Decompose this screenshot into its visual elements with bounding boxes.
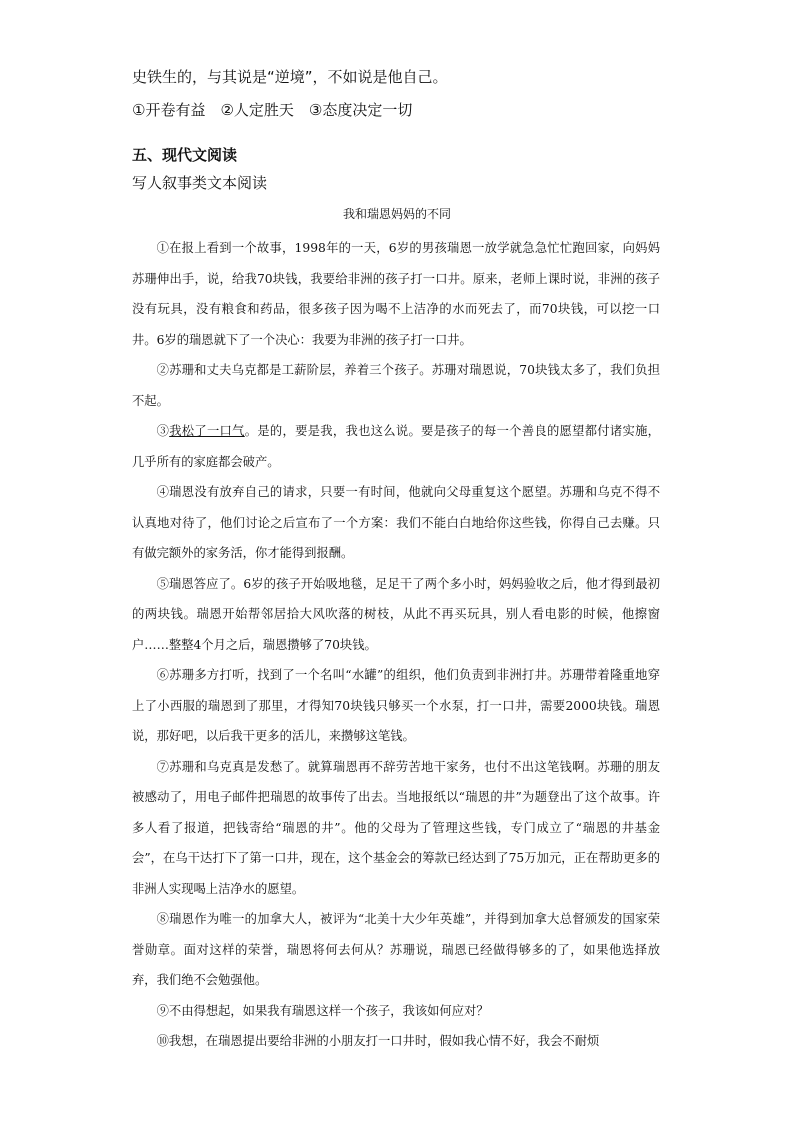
paragraph-3-marker: ③	[156, 424, 170, 438]
paragraph-3	[132, 416, 660, 477]
section-heading: 五、现代文阅读	[132, 146, 238, 164]
paragraph-8: ⑧瑞恩作为唯一的加拿大人，被评为“北美十大少年英雄”，并得到加拿大总督颁发的国家荣誉勋章。面对这样的荣誉，瑞恩将何去何从？苏珊说，瑞恩已经做得够多的了，如果他选择放弃，我们绝不会勉强他。	[132, 912, 660, 987]
paragraph-3-rest: 。是的，要是我，我也这么说。要是孩子的每一个善良的愿望都付诸实施，几乎所有的家庭都会破产。	[132, 424, 660, 469]
intro-options: ①开卷有益 ②人定胜天 ③态度决定一切	[132, 101, 413, 119]
paragraph-9: ⑨不由得想起，如果我有瑞恩这样一个孩子，我该如何应对？	[156, 1003, 489, 1018]
paragraph-5: ⑤瑞恩答应了。6岁的孩子开始吸地毯，足足干了两个多小时，妈妈验收之后，他才得到最初的两块钱。瑞恩开始帮邻居拾大风吹落的树枝，从此不再买玩具，别人看电影的时候，他擦窗户……整整4个月之后，瑞恩攒够了70块钱。	[132, 576, 660, 652]
paragraph-4: ④瑞恩没有放弃自己的请求，只要一有时间，他就向父母重复这个愿望。苏珊和乌克不得不认真地对待了，他们讨论之后宣布了一个方案：我们不能白白地给你这些钱，你得自己去赚。只有做完额外的家务活，你才能得到报酬。	[132, 485, 660, 560]
underlined-phrase: 我松了一口气	[169, 424, 245, 438]
paragraph-1: ①在报上看到一个故事，1998年的一天，6岁的男孩瑞恩一放学就急急忙忙跑回家，向妈妈苏珊伸出手，说，给我70块钱，我要给非洲的孩子打一口井。原来，老师上课时说，非洲的孩子没有玩具，没有粮食和药品，很多孩子因为喝不上洁净的水而死去了，而70块钱，可以挖一口井。6岁的瑞恩就下了一个决心：我要为非洲的孩子打一口井。	[132, 241, 660, 347]
article-title: 我和瑞恩妈妈的不同	[342, 207, 451, 221]
section-subheading: 写人叙事类文本阅读	[132, 174, 268, 192]
paragraph-2: ②苏珊和丈夫乌克都是工薪阶层，养着三个孩子。苏珊对瑞恩说，70块钱太多了，我们负担不起。	[132, 363, 660, 408]
paragraph-10: ⑩我想，在瑞恩提出要给非洲的小朋友打一口井时，假如我心情不好，我会不耐烦	[156, 1034, 600, 1048]
paragraph-7: ⑦苏珊和乌克真是发愁了。就算瑞恩再不辞劳苦地干家务，也付不出这笔钱啊。苏珊的朋友被感动了，用电子邮件把瑞恩的故事传了出去。当地报纸以“瑞恩的井”为题登出了这个故事。许多人看了报道，把钱寄给“瑞恩的井”。他的父母为了管理这些钱，专门成立了“瑞恩的井基金会”，在乌干达打下了第一口井，现在，这个基金会的筹款已经达到了75万加元，正在帮助更多的非洲人实现喝上洁净水的愿望。	[132, 759, 660, 896]
article-body	[132, 233, 660, 1057]
paragraph-6: ⑥苏珊多方打听，找到了一个名叫“水罐”的组织，他们负责到非洲打井。苏珊带着隆重地穿上了小西服的瑞恩到了那里，才得知70块钱只够买一个水泵，打一口井，需要2000块钱。瑞恩说，那好吧，以后我干更多的活儿，来攒够这笔钱。	[132, 668, 660, 743]
intro-sentence: 史铁生的，与其说是“逆境”，不如说是他自己。	[132, 68, 448, 86]
